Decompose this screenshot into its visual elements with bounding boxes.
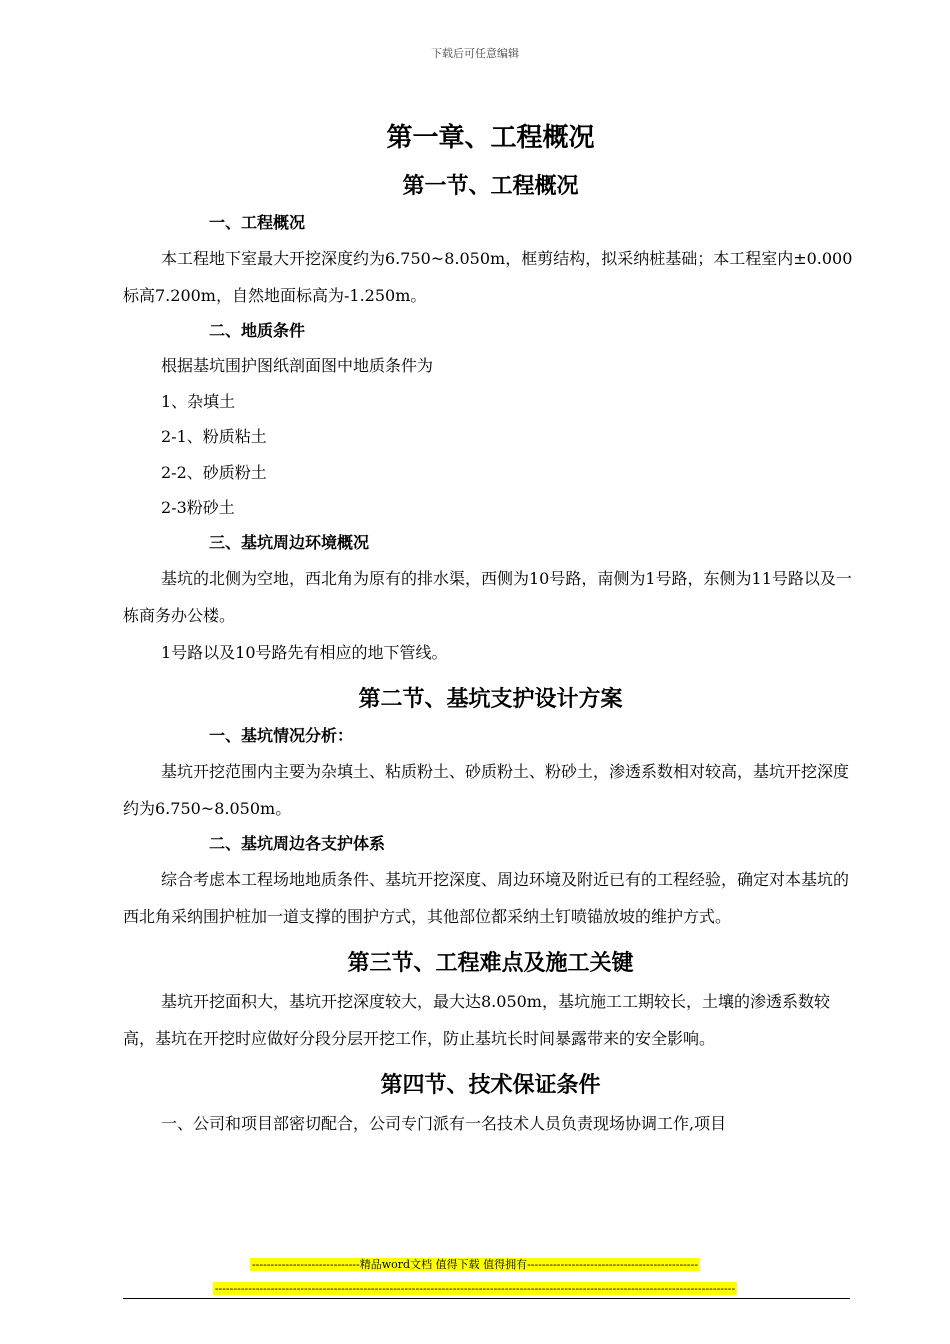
s1-sub1-paragraph: 本工程地下室最大开挖深度约为6.750~8.050m，框剪结构，拟采纳桩基础；本工程室内±0.000标高7.200m，自然地面标高为-1.250m。 (123, 249, 853, 305)
s2-sub1-paragraph: 基坑开挖范围内主要为杂填土、粘质粉土、砂质粉土、粉砂土，渗透系数相对较高，基坑开挖深度约为6.750~8.050m。 (123, 761, 850, 818)
footer-watermark-line-1 (0, 1256, 950, 1274)
section-3-title: 第三节、工程难点及施工关键 (347, 950, 634, 976)
section-4-title: 第四节、技术保证条件 (380, 1072, 601, 1098)
s2-sub1-title: 一、基坑情况分析： (209, 725, 354, 745)
footer-watermark-line-2 (0, 1280, 950, 1298)
soil-item-1: 1、杂填土 (161, 391, 236, 411)
s1-sub2-intro: 根据基坑围护图纸剖面图中地质条件为 (161, 356, 434, 375)
s2-sub2-paragraph: 综合考虑本工程场地地质条件、基坑开挖深度、周边环境及附近已有的工程经验，确定对本基坑的西北角采纳围护桩加一道支撑的围护方式，其他部位都采纳土钉喷锚放坡的维护方式。 (123, 869, 850, 926)
section-1-title: 第一节、工程概况 (402, 174, 579, 199)
footer-watermark-text: -----------------------------精品word文档 值得下载 值得拥有---------------------------------------------- (251, 1258, 699, 1271)
s1-sub3-paragraph-2: 1号路以及10号路先有相应的地下管线。 (161, 642, 448, 662)
s1-sub1-title: 一、工程概况 (209, 213, 306, 232)
section-2-title: 第二节、基坑支护设计方案 (358, 686, 623, 712)
s1-sub3-paragraph-1: 基坑的北侧为空地，西北角为原有的排水渠，西侧为10号路，南侧为1号路，东侧为11号路以及一栋商务办公楼。 (123, 568, 852, 625)
chapter-title: 第一章、工程概况 (386, 123, 595, 153)
soil-item-4: 2-3粉砂土 (161, 498, 235, 517)
footer-divider (123, 1298, 850, 1299)
s1-sub2-title: 二、地质条件 (209, 321, 306, 340)
s4-paragraph: 一、公司和项目部密切配合，公司专门派有一名技术人员负责现场协调工作,项目 (161, 1113, 727, 1133)
s3-paragraph: 基坑开挖面积大，基坑开挖深度较大，最大达8.050m，基坑施工工期较长，土壤的渗透系数较高，基坑在开挖时应做好分段分层开挖工作，防止基坑长时间暴露带来的安全影响。 (123, 991, 830, 1048)
document-body (123, 118, 858, 1142)
soil-item-2: 2-1、粉质粘土 (161, 427, 267, 446)
page-header-note: 下载后可任意编辑 (431, 47, 519, 60)
s2-sub2-title: 二、基坑周边各支护体系 (209, 833, 386, 853)
s1-sub3-title: 三、基坑周边环境概况 (209, 532, 370, 552)
soil-item-3: 2-2、砂质粉土 (161, 462, 267, 482)
footer-dash-text: -------------------------------------------------------------------------------------------------------------------------------------------- (214, 1282, 736, 1295)
